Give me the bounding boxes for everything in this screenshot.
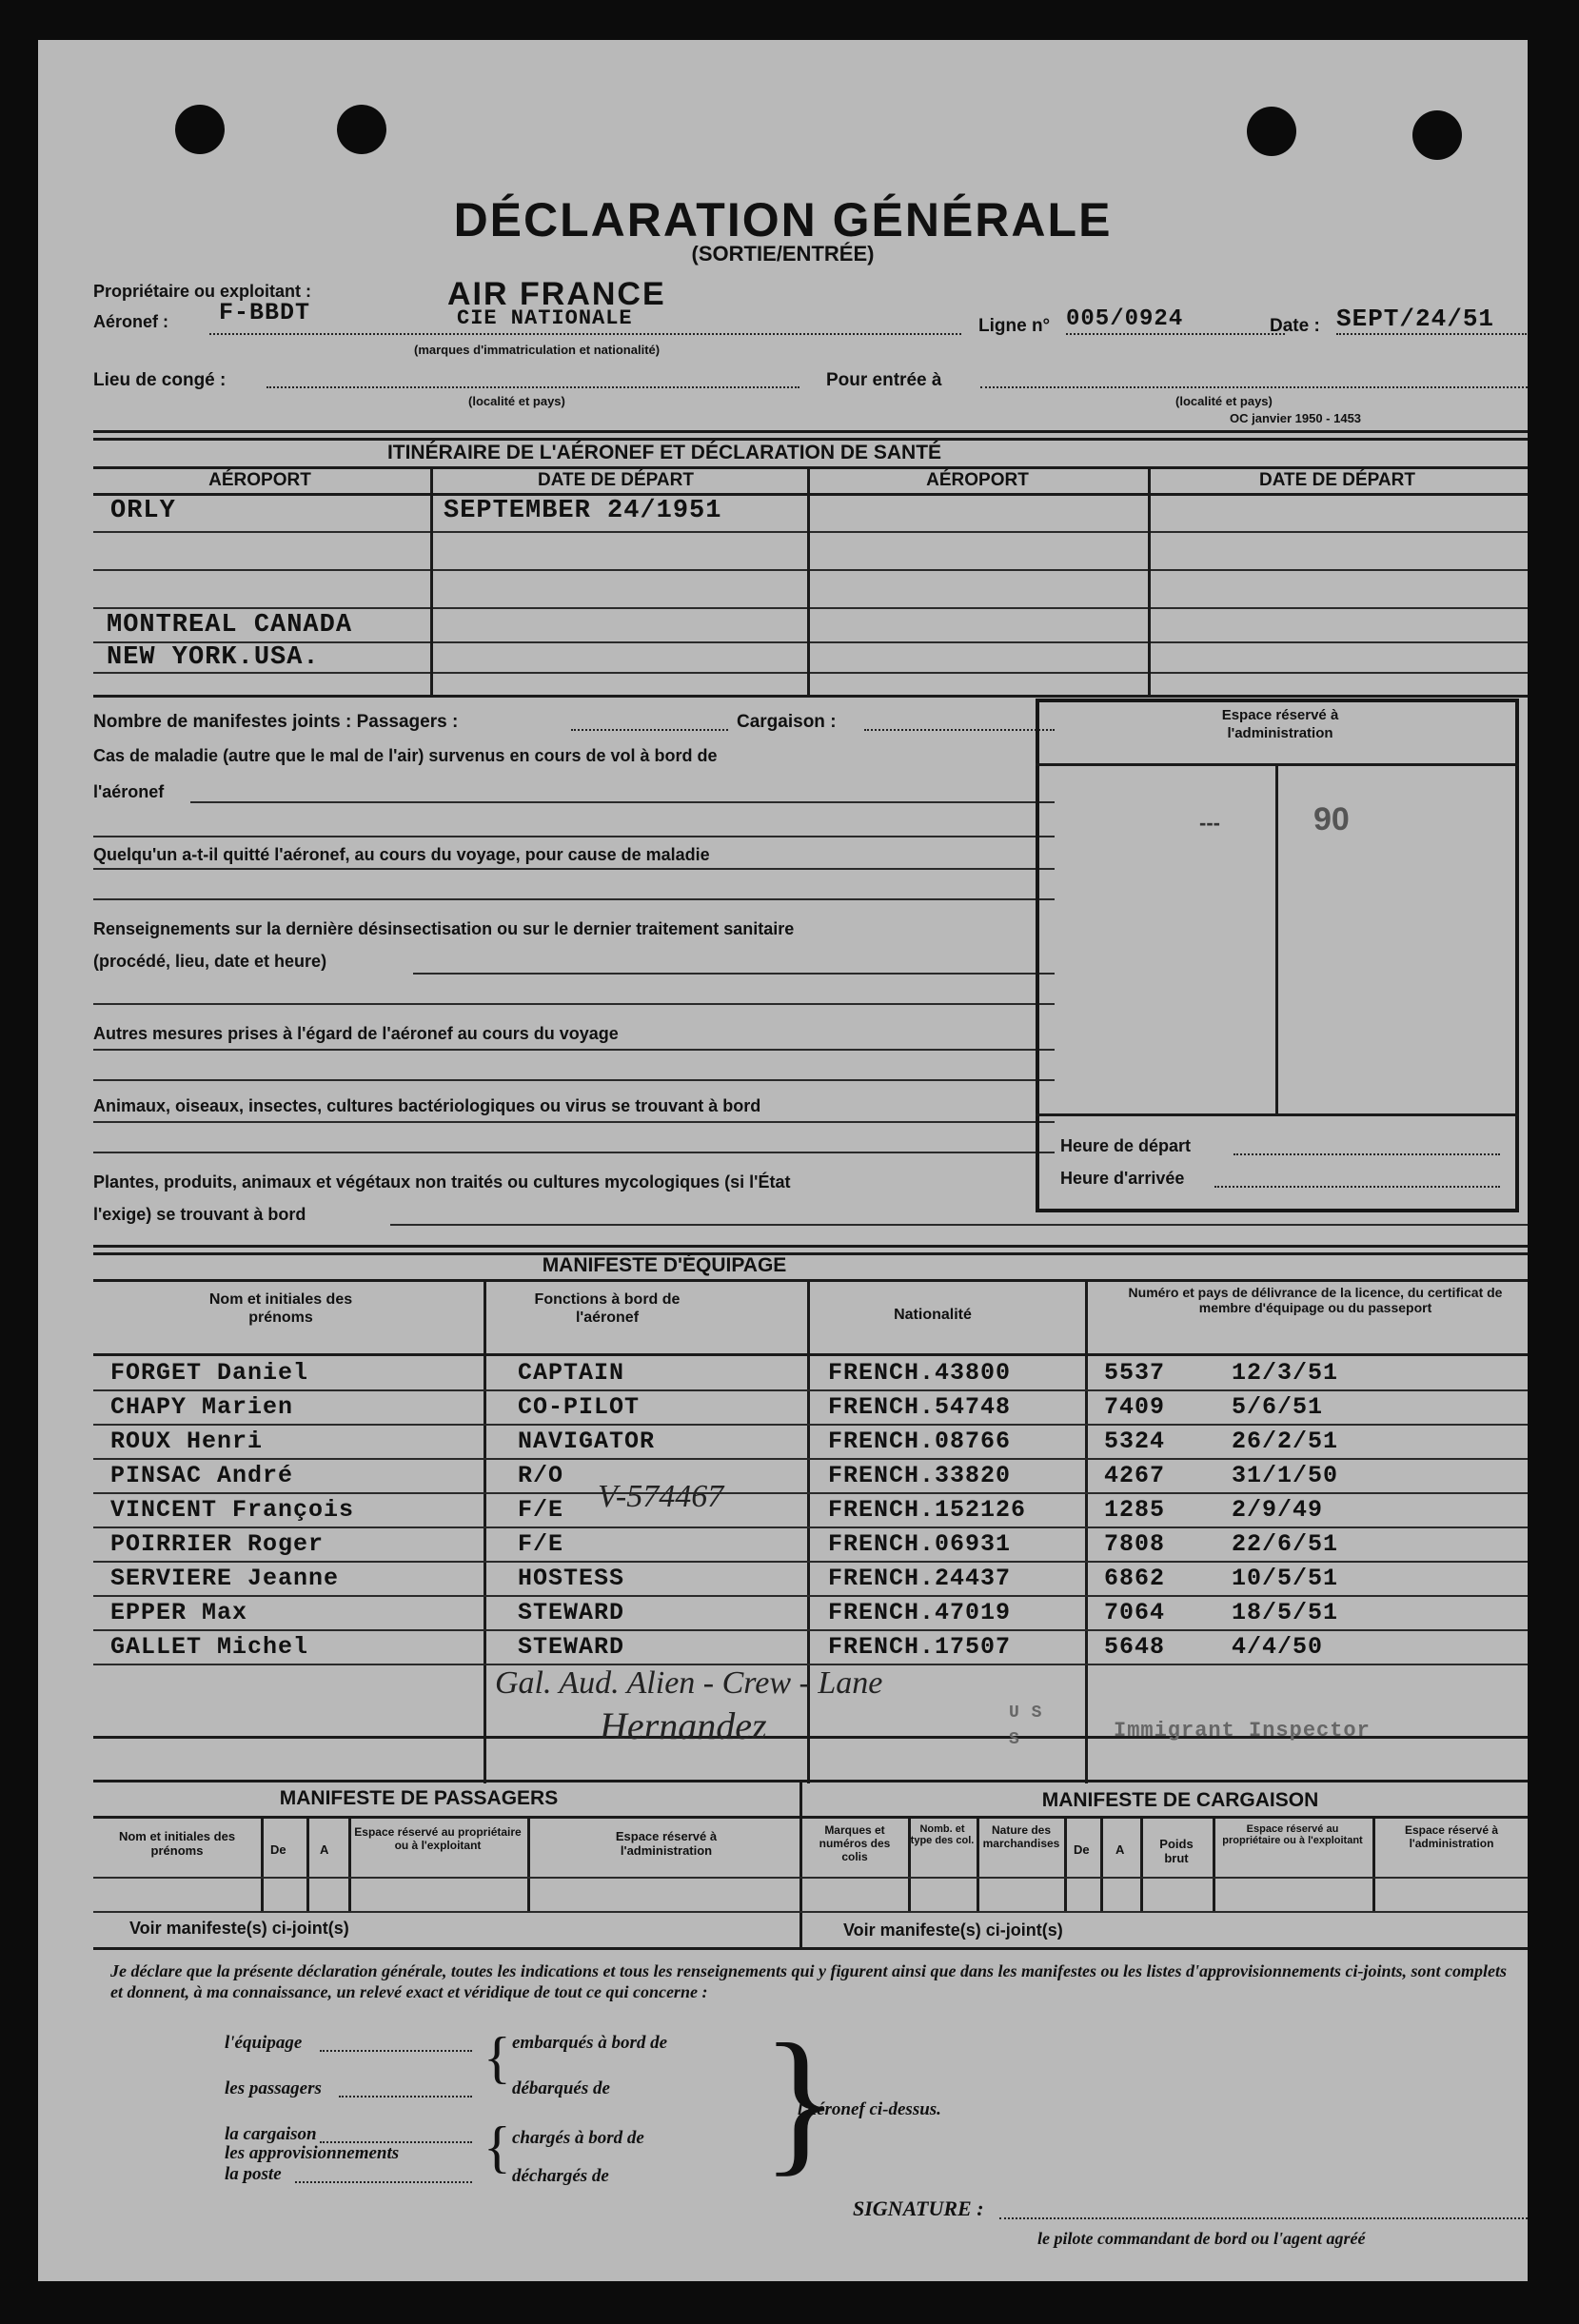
punch-hole (1247, 107, 1296, 156)
fill-line (93, 898, 1055, 900)
crew-license-date: 4/4/50 (1232, 1633, 1324, 1661)
rule (93, 466, 1528, 469)
decl-embarked: embarqués à bord de (512, 2033, 668, 2053)
crew-nationality: FRENCH.152126 (828, 1496, 1027, 1524)
crew-function: CAPTAIN (518, 1359, 625, 1387)
vincent-annotation: V-574467 (598, 1479, 724, 1514)
entry-line (980, 386, 1528, 388)
crew-nationality: FRENCH.17507 (828, 1633, 1012, 1661)
operator-subname: CIE NATIONALE (457, 306, 633, 330)
crew-row-line (93, 1629, 1528, 1631)
rule (93, 1947, 1528, 1950)
col-line (1372, 1816, 1375, 1911)
row-line (93, 1911, 799, 1913)
crew-name: VINCENT François (110, 1496, 355, 1524)
crew-name: SERVIERE Jeanne (110, 1565, 340, 1592)
crew-function: F/E (518, 1530, 564, 1558)
crew-function: STEWARD (518, 1599, 625, 1626)
cargo-header-count: Nomb. et type des col. (910, 1823, 975, 1846)
crew-name: GALLET Michel (110, 1633, 309, 1661)
itinerary-header-date-2: DATE DE DÉPART (1259, 470, 1415, 490)
aircraft-registration: F-BBDT (219, 299, 311, 326)
crew-license-number: 5648 (1104, 1633, 1166, 1661)
handwritten-note: Gal. Aud. Alien - Crew - Lane (495, 1665, 883, 1701)
crew-header-license: Numéro et pays de délivrance de la licence, du certificat de membre d'équipage ou du passeport (1128, 1285, 1503, 1315)
crew-license-date: 22/6/51 (1232, 1530, 1339, 1558)
col-line (1100, 1816, 1103, 1911)
row-line (93, 672, 1528, 674)
crew-license-date: 26/2/51 (1232, 1428, 1339, 1455)
fill-line (93, 1049, 1055, 1051)
crew-nationality: FRENCH.43800 (828, 1359, 1012, 1387)
fill-line (93, 1003, 1055, 1005)
fill-line (190, 801, 1055, 803)
aircraft-label: Aéronef : (93, 312, 169, 331)
fill-line (864, 729, 1055, 731)
stamp-s: S (1009, 1730, 1020, 1749)
row-line (799, 1877, 1528, 1879)
passenger-see-manifest: Voir manifeste(s) ci-joint(s) (129, 1919, 349, 1938)
crew-nationality: FRENCH.33820 (828, 1462, 1012, 1489)
form-sheet (38, 40, 1528, 2281)
punch-hole (175, 105, 225, 154)
clearance-line (266, 386, 799, 388)
punch-hole (337, 105, 386, 154)
locality-caption: (localité et pays) (468, 394, 565, 408)
crew-name: POIRRIER Roger (110, 1530, 325, 1558)
crew-function: STEWARD (518, 1633, 625, 1661)
brace: { (484, 2116, 511, 2178)
col-line (1213, 1816, 1215, 1911)
crew-license-number: 7808 (1104, 1530, 1166, 1558)
crew-license-date: 18/5/51 (1232, 1599, 1339, 1626)
crew-function: R/O (518, 1462, 564, 1489)
fill-line (295, 2181, 472, 2183)
fill-line (1214, 1186, 1500, 1188)
decl-supplies: les approvisionnements (225, 2143, 400, 2163)
row-line (93, 531, 1528, 533)
col-line (1148, 466, 1151, 697)
entry-label: Pour entrée à (826, 370, 942, 390)
fill-line (1234, 1153, 1500, 1155)
stamp-inspector: Immigrant Inspector (1114, 1719, 1371, 1743)
illness-label: Cas de maladie (autre que le mal de l'air) survenus en cours de vol à bord de (93, 746, 718, 765)
crew-name: EPPER Max (110, 1599, 248, 1626)
crew-function: F/E (518, 1496, 564, 1524)
col-line (1085, 1279, 1088, 1783)
decl-aircraft: l'aéronef ci-dessus. (798, 2099, 941, 2119)
cargo-see-manifest: Voir manifeste(s) ci-joint(s) (843, 1920, 1063, 1940)
row-line (93, 607, 1528, 609)
crew-name: CHAPY Marien (110, 1393, 294, 1421)
stamp-us: U S (1009, 1704, 1043, 1723)
col-line (306, 1816, 309, 1911)
crew-row-line (93, 1492, 1528, 1494)
disinsect-label-2: (procédé, lieu, date et heure) (93, 952, 327, 971)
oc-reference: OC janvier 1950 - 1453 (1230, 411, 1362, 425)
admin-divider (1275, 763, 1278, 1115)
pax-header-name: Nom et initiales des prénoms (118, 1829, 236, 1858)
rule (93, 438, 1528, 441)
itinerary-title: ITINÉRAIRE DE L'AÉRONEF ET DÉCLARATION DE SANTÉ (386, 442, 942, 463)
departure-time-label: Heure de départ (1060, 1136, 1192, 1155)
illness-label-2: l'aéronef (93, 782, 165, 801)
itinerary-header-airport-2: AÉROPORT (926, 470, 1029, 490)
inspector-signature: Hernandez (600, 1704, 767, 1747)
cargo-header-owner-space: Espace réservé au propriétaire ou à l'exploitant (1222, 1823, 1363, 1846)
form-subtitle: (SORTIE/ENTRÉE) (691, 242, 875, 266)
crew-name: PINSAC André (110, 1462, 294, 1489)
decl-mail: la poste (225, 2164, 282, 2184)
crew-row-line (93, 1561, 1528, 1563)
declaration-text: Je déclare que la présente déclaration générale, toutes les indications et tous les renseignements qui y figurent ainsi que dans les manifestes ou les listes d'approvisionnements ci-joints, sont complets et donnent, à ma connaissance, un relevé exact et véridique de tout ce qui concerne : (110, 1961, 1508, 2001)
rule (93, 430, 1528, 433)
fill-line (571, 729, 728, 731)
crew-license-number: 6862 (1104, 1565, 1166, 1592)
decl-cargo: la cargaison (225, 2124, 317, 2144)
crew-name: ROUX Henri (110, 1428, 264, 1455)
crew-manifest-title: MANIFESTE D'ÉQUIPAGE (542, 1254, 787, 1276)
fill-line (93, 1079, 1055, 1081)
col-line (430, 466, 433, 697)
decl-passengers: les passagers (225, 2078, 322, 2098)
crew-nationality: FRENCH.24437 (828, 1565, 1012, 1592)
fill-line (320, 2050, 472, 2052)
cargo-header-to: A (1115, 1842, 1125, 1857)
animals-label: Animaux, oiseaux, insectes, cultures bactériologiques ou virus se trouvant à bord (93, 1096, 761, 1115)
cargo-header-admin-space: Espace réservé à l'administration (1404, 1823, 1499, 1850)
crew-license-date: 5/6/51 (1232, 1393, 1324, 1421)
decl-loaded: chargés à bord de (512, 2128, 644, 2148)
crew-header-nationality: Nationalité (894, 1307, 972, 1323)
marks-caption: (marques d'immatriculation et nationalité) (414, 343, 661, 357)
arrival-time-label: Heure d'arrivée (1060, 1169, 1185, 1188)
crew-license-number: 7064 (1104, 1599, 1166, 1626)
rule (93, 1353, 1528, 1356)
crew-license-date: 10/5/51 (1232, 1565, 1339, 1592)
itinerary-header-date-1: DATE DE DÉPART (538, 470, 694, 490)
disinsect-label: Renseignements sur la dernière désinsectisation ou sur le dernier traitement sanitaire (93, 919, 795, 938)
date-value: SEPT/24/51 (1336, 305, 1495, 333)
other-measures-label: Autres mesures prises à l'égard de l'aéronef au cours du voyage (93, 1024, 619, 1043)
fill-line (390, 1224, 1528, 1226)
pax-header-to: A (320, 1842, 329, 1857)
pax-header-admin-space: Espace réservé à l'administration (615, 1829, 718, 1858)
admin-stamp-dash: --- (1199, 811, 1220, 835)
crew-license-number: 4267 (1104, 1462, 1166, 1489)
itinerary-airport: NEW YORK.USA. (107, 643, 320, 672)
signature-label: SIGNATURE : (853, 2196, 984, 2220)
col-line (527, 1816, 530, 1911)
date-label: Date : (1270, 316, 1320, 336)
owner-label: Propriétaire ou exploitant : (93, 282, 312, 301)
col-line (1064, 1816, 1067, 1911)
col-line (807, 466, 810, 697)
admin-rule (1036, 1113, 1519, 1116)
fill-line (93, 1121, 1055, 1123)
crew-header-name: Nom et initiales des prénoms (208, 1291, 353, 1326)
cargo-header-nature: Nature des marchandises (982, 1823, 1060, 1850)
line-number: 005/0924 (1066, 306, 1184, 332)
brace: { (484, 2026, 511, 2089)
crew-row-line (93, 1595, 1528, 1597)
pax-header-owner-space: Espace réservé au propriétaire ou à l'exploitant (354, 1825, 522, 1852)
row-line (93, 569, 1528, 571)
plants-label-2: l'exige) se trouvant à bord (93, 1205, 306, 1224)
crew-nationality: FRENCH.06931 (828, 1530, 1012, 1558)
crew-license-date: 2/9/49 (1232, 1496, 1324, 1524)
cargo-header-from: De (1074, 1842, 1090, 1857)
crew-license-number: 7409 (1104, 1393, 1166, 1421)
crew-header-function: Fonctions à bord de l'aéronef (534, 1291, 681, 1326)
crew-row-line (93, 1389, 1528, 1391)
col-line (799, 1780, 802, 1949)
line-dots (1066, 333, 1285, 335)
left-sick-label: Quelqu'un a-t-il quitté l'aéronef, au cours du voyage, pour cause de maladie (93, 845, 710, 864)
col-line (261, 1816, 264, 1911)
line-label: Ligne n° (978, 316, 1051, 336)
crew-row-line (93, 1458, 1528, 1460)
manifests-label: Nombre de manifestes joints : Passagers : (93, 712, 459, 732)
locality-caption-2: (localité et pays) (1175, 394, 1273, 408)
col-line (977, 1816, 979, 1911)
form-title: DÉCLARATION GÉNÉRALE (453, 193, 1113, 246)
fill-line (93, 868, 1055, 870)
crew-row-line (93, 1526, 1528, 1528)
rule (93, 1780, 1528, 1782)
crew-row-line (93, 1424, 1528, 1426)
cargo-header-marks: Marques et numéros des colis (819, 1823, 891, 1863)
signature-line (999, 2217, 1528, 2219)
crew-name: FORGET Daniel (110, 1359, 309, 1387)
admin-box-title: Espace réservé à l'administration (1221, 707, 1339, 741)
rule (93, 493, 1528, 496)
signature-caption: le pilote commandant de bord ou l'agent agréé (1037, 2229, 1366, 2248)
brace: } (761, 2011, 839, 2190)
rule (93, 1279, 1528, 1282)
itinerary-date: SEPTEMBER 24/1951 (444, 497, 722, 525)
decl-unloaded: déchargés de (512, 2166, 609, 2186)
punch-hole (1412, 110, 1462, 160)
itinerary-airport: MONTREAL CANADA (107, 611, 353, 640)
crew-license-date: 31/1/50 (1232, 1462, 1339, 1489)
fill-line (93, 836, 1055, 837)
cargo-count-label: Cargaison : (737, 712, 837, 732)
decl-disembarked: débarqués de (512, 2078, 610, 2098)
crew-function: CO-PILOT (518, 1393, 641, 1421)
decl-crew: l'équipage (225, 2033, 303, 2053)
crew-function: NAVIGATOR (518, 1428, 656, 1455)
col-line (348, 1816, 351, 1911)
crew-nationality: FRENCH.47019 (828, 1599, 1012, 1626)
row-line (93, 1877, 799, 1879)
crew-nationality: FRENCH.08766 (828, 1428, 1012, 1455)
admin-stamp-number: 90 (1313, 801, 1350, 837)
fill-line (339, 2096, 472, 2098)
itinerary-airport: ORLY (110, 497, 176, 525)
pax-header-from: De (270, 1842, 286, 1857)
date-dots (1336, 333, 1527, 335)
crew-license-number: 1285 (1104, 1496, 1166, 1524)
rule (93, 695, 1528, 698)
passenger-manifest-title: MANIFESTE DE PASSAGERS (279, 1787, 559, 1809)
crew-license-number: 5324 (1104, 1428, 1166, 1455)
crew-license-date: 12/3/51 (1232, 1359, 1339, 1387)
plants-label: Plantes, produits, animaux et végétaux non traités ou cultures mycologiques (si l'État (93, 1172, 791, 1192)
crew-license-number: 5537 (1104, 1359, 1166, 1387)
col-line (1140, 1816, 1143, 1911)
fill-line (93, 1152, 1055, 1153)
itinerary-header-airport-1: AÉROPORT (208, 470, 311, 490)
operator-name: AIR FRANCE (447, 276, 666, 312)
crew-nationality: FRENCH.54748 (828, 1393, 1012, 1421)
cargo-manifest-title: MANIFESTE DE CARGAISON (1041, 1789, 1319, 1811)
col-line (484, 1279, 486, 1783)
cargo-header-weight: Poids brut (1159, 1837, 1194, 1865)
row-line (799, 1911, 1528, 1913)
crew-function: HOSTESS (518, 1565, 625, 1592)
rule (93, 1245, 1528, 1248)
col-line (807, 1279, 810, 1783)
aircraft-line (209, 333, 961, 335)
fill-line (413, 973, 1055, 975)
clearance-label: Lieu de congé : (93, 370, 227, 390)
